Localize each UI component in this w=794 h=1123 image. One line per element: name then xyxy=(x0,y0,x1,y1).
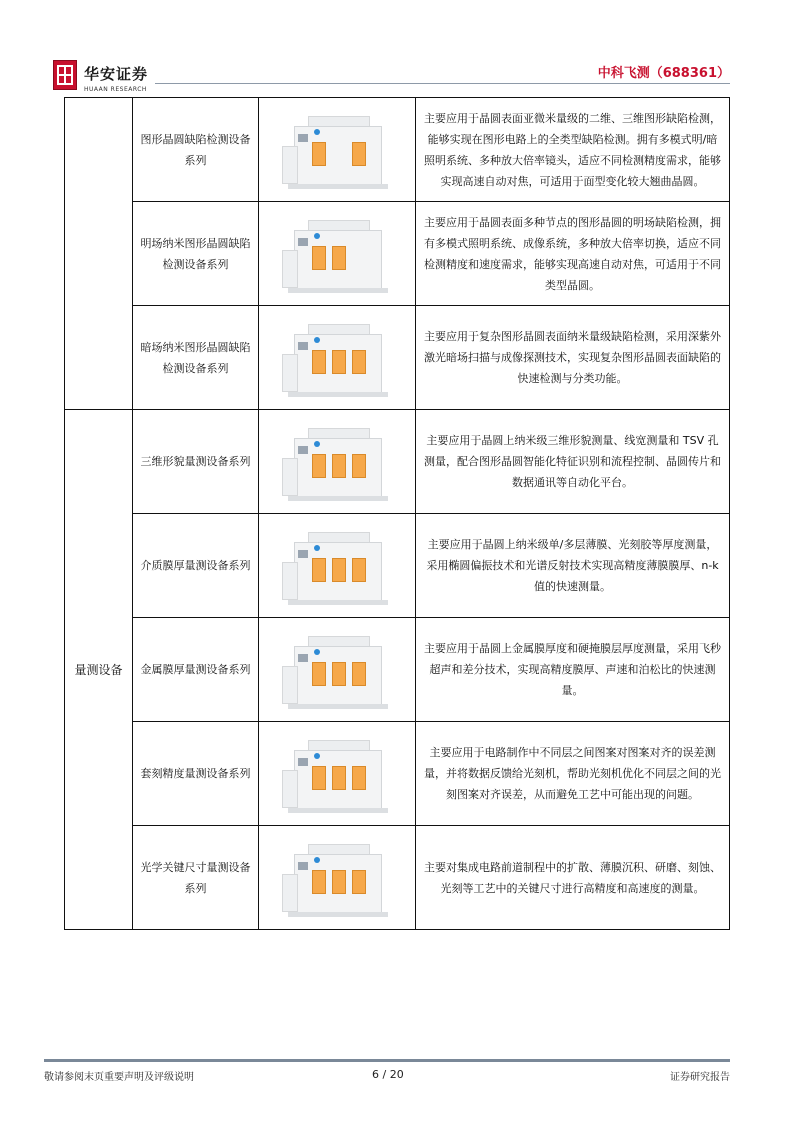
product-description: 主要应用于晶圆表面多种节点的图形晶圆的明场缺陷检测，拥有多模式照明系统、成像系统，多种放大倍率切换，适应不同检测精度和速度需求，能够实现高速自动对焦，可适用于不同类型晶圆。 xyxy=(416,202,730,306)
equipment-illustration-icon xyxy=(278,836,396,920)
table-row xyxy=(65,202,730,306)
equipment-illustration-icon xyxy=(278,524,396,608)
category-cell: 量测设备 xyxy=(65,410,133,930)
table-row xyxy=(65,618,730,722)
product-name: 介质膜厚量测设备系列 xyxy=(133,514,259,618)
table-row xyxy=(65,722,730,826)
company-ticker: 中科飞测（688361） xyxy=(597,66,730,81)
product-description: 主要对集成电路前道制程中的扩散、薄膜沉积、研磨、刻蚀、光刻等工艺中的关键尺寸进行高精度和高速度的测量。 xyxy=(416,826,730,930)
table-row xyxy=(65,410,730,514)
product-image xyxy=(259,98,416,202)
equipment-illustration-icon xyxy=(278,316,396,400)
product-image xyxy=(259,410,416,514)
table-row xyxy=(65,306,730,410)
equipment-illustration-icon xyxy=(278,108,396,192)
product-description: 主要应用于晶圆上纳米级三维形貌测量、线宽测量和 TSV 孔测量，配合图形晶圆智能化特征识别和流程控制、晶圆传片和数据通讯等自动化平台。 xyxy=(416,410,730,514)
product-image xyxy=(259,826,416,930)
product-name: 暗场纳米图形晶圆缺陷检测设备系列 xyxy=(133,306,259,410)
equipment-illustration-icon xyxy=(278,628,396,712)
table-row xyxy=(65,826,730,930)
product-image xyxy=(259,514,416,618)
table-row xyxy=(65,98,730,202)
product-name: 明场纳米图形晶圆缺陷检测设备系列 xyxy=(133,202,259,306)
equipment-illustration-icon xyxy=(278,420,396,504)
product-description: 主要应用于晶圆表面亚微米量级的二维、三维图形缺陷检测，能够实现在图形电路上的全类型缺陷检测。拥有多模式明/暗照明系统、多种放大倍率镜头，适应不同检测精度需求，能够实现高速自动对焦，可适用于面型变化较大翘曲晶圆。 xyxy=(416,98,730,202)
product-image xyxy=(259,202,416,306)
brand-name: 华安证券 xyxy=(84,65,149,83)
huaan-logo-icon xyxy=(53,60,77,90)
brand-name-en: HUAAN RESEARCH xyxy=(84,86,147,93)
category-cell xyxy=(65,98,133,410)
equipment-table xyxy=(64,97,730,930)
product-name: 三维形貌量测设备系列 xyxy=(133,410,259,514)
product-image xyxy=(259,722,416,826)
product-name: 光学关键尺寸量测设备系列 xyxy=(133,826,259,930)
product-name: 金属膜厚量测设备系列 xyxy=(133,618,259,722)
footer-divider xyxy=(44,1059,730,1062)
equipment-illustration-icon xyxy=(278,732,396,816)
equipment-illustration-icon xyxy=(278,212,396,296)
header-divider xyxy=(155,83,730,84)
product-name: 套刻精度量测设备系列 xyxy=(133,722,259,826)
footer-disclaimer: 敬请参阅末页重要声明及评级说明 xyxy=(44,1072,194,1083)
product-description: 主要应用于复杂图形晶圆表面纳米量级缺陷检测，采用深紫外激光暗场扫描与成像探测技术，实现复杂图形晶圆表面缺陷的快速检测与分类功能。 xyxy=(416,306,730,410)
product-description: 主要应用于晶圆上金属膜厚度和硬掩膜层厚度测量，采用飞秒超声和差分技术，实现高精度膜厚、声速和泊松比的快速测量。 xyxy=(416,618,730,722)
footer-report-type: 证券研究报告 xyxy=(670,1072,730,1083)
product-description: 主要应用于电路制作中不同层之间图案对图案对齐的误差测量，并将数据反馈给光刻机，帮助光刻机优化不同层之间的光刻图案对齐误差，从而避免工艺中可能出现的问题。 xyxy=(416,722,730,826)
product-description: 主要应用于晶圆上纳米级单/多层薄膜、光刻胶等厚度测量，采用椭圆偏振技术和光谱反射技术实现高精度薄膜膜厚、n-k 值的快速测量。 xyxy=(416,514,730,618)
table-row xyxy=(65,514,730,618)
page-number: 6 / 20 xyxy=(372,1068,404,1081)
product-image xyxy=(259,306,416,410)
product-name: 图形晶圆缺陷检测设备系列 xyxy=(133,98,259,202)
product-image xyxy=(259,618,416,722)
